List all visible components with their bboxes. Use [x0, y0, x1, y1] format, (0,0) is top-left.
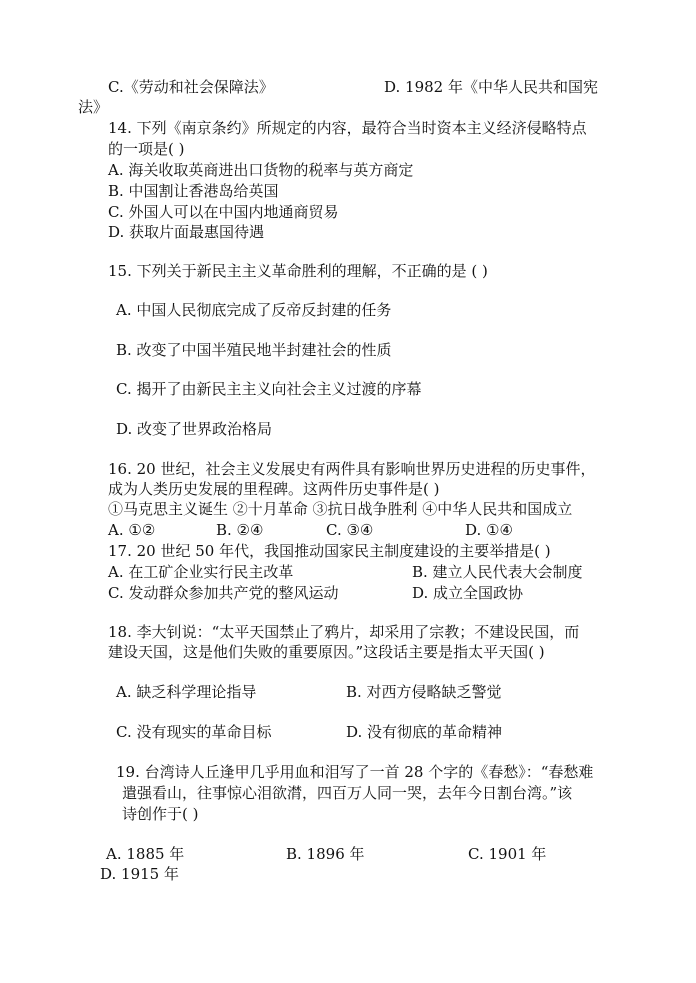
q19-option-d: D. 1915 年 — [100, 865, 179, 883]
q14-option-b: B. 中国割让香港岛给英国 — [108, 182, 279, 200]
q14-stem: 14. 下列《南京条约》所规定的内容，最符合当时资本主义经济侵略特点 — [108, 119, 587, 137]
q15-option-d: D. 改变了世界政治格局 — [116, 420, 273, 438]
q17-stem: 17. 20 世纪 50 年代，我国推动国家民主制度建设的主要举措是( ) — [108, 542, 551, 560]
q18-option-b: B. 对西方侵略缺乏警觉 — [346, 683, 502, 701]
q14-option-d: D. 获取片面最惠国待遇 — [108, 223, 265, 241]
q19-stem: 19. 台湾诗人丘逢甲几乎用血和泪写了一首 28 个字的《春愁》：“春愁难 — [116, 763, 594, 781]
q14-option-c: C. 外国人可以在中国内地通商贸易 — [108, 203, 339, 221]
q16-option-b: B. ②④ — [216, 521, 264, 539]
q15-option-b: B. 改变了中国半殖民地半封建社会的性质 — [116, 341, 392, 359]
q16-option-a: A. ①② — [108, 521, 156, 539]
q18-stem-cont: 建设天国，这是他们失败的重要原因。”这段话主要是指太平天国( ) — [108, 643, 545, 661]
q17-option-d: D. 成立全国政协 — [412, 584, 524, 602]
q18-option-a: A. 缺乏科学理论指导 — [116, 683, 257, 701]
q19-option-c: C. 1901 年 — [468, 845, 547, 863]
q13-option-c: C.《劳动和社会保障法》 — [108, 78, 274, 96]
q16-stem: 16. 20 世纪，社会主义发展史有两件具有影响世界历史进程的历史事件， — [108, 460, 596, 478]
q17-option-a: A. 在工矿企业实行民主改革 — [108, 563, 294, 581]
q18-option-d: D. 没有彻底的革命精神 — [346, 723, 503, 741]
q15-stem: 15. 下列关于新民主主义革命胜利的理解，不正确的是 ( ) — [108, 262, 488, 280]
q18-option-c: C. 没有现实的革命目标 — [116, 723, 272, 741]
q15-option-c: C. 揭开了由新民主主义向社会主义过渡的序幕 — [116, 380, 422, 398]
q14-option-a: A. 海关收取英商进出口货物的税率与英方商定 — [108, 161, 414, 179]
q16-stem-cont: 成为人类历史发展的里程碑。这两件历史事件是( ) — [108, 480, 440, 498]
q19-stem-cont2: 诗创作于( ) — [122, 805, 199, 823]
q16-events: ①马克思主义诞生 ②十月革命 ③抗日战争胜利 ④中华人民共和国成立 — [108, 500, 573, 518]
q13-option-d: D. 1982 年《中华人民共和国宪 — [384, 78, 598, 96]
q19-option-b: B. 1896 年 — [286, 845, 365, 863]
q14-stem-cont: 的一项是( ) — [108, 140, 185, 158]
q16-option-c: C. ③④ — [326, 521, 374, 539]
q18-stem: 18. 李大钊说：“太平天国禁止了鸦片，却采用了宗教；不建设民国，而 — [108, 623, 580, 641]
q19-stem-cont: 遣强看山，往事惊心泪欲潸，四百万人同一哭，去年今日割台湾。”该 — [122, 784, 573, 802]
q13-option-d-cont: 法》 — [78, 98, 109, 116]
q19-option-a: A. 1885 年 — [106, 845, 185, 863]
q17-option-b: B. 建立人民代表大会制度 — [412, 563, 583, 581]
q16-option-d: D. ①④ — [465, 521, 513, 539]
q17-option-c: C. 发动群众参加共产党的整风运动 — [108, 584, 339, 602]
q15-option-a: A. 中国人民彻底完成了反帝反封建的任务 — [116, 301, 392, 319]
